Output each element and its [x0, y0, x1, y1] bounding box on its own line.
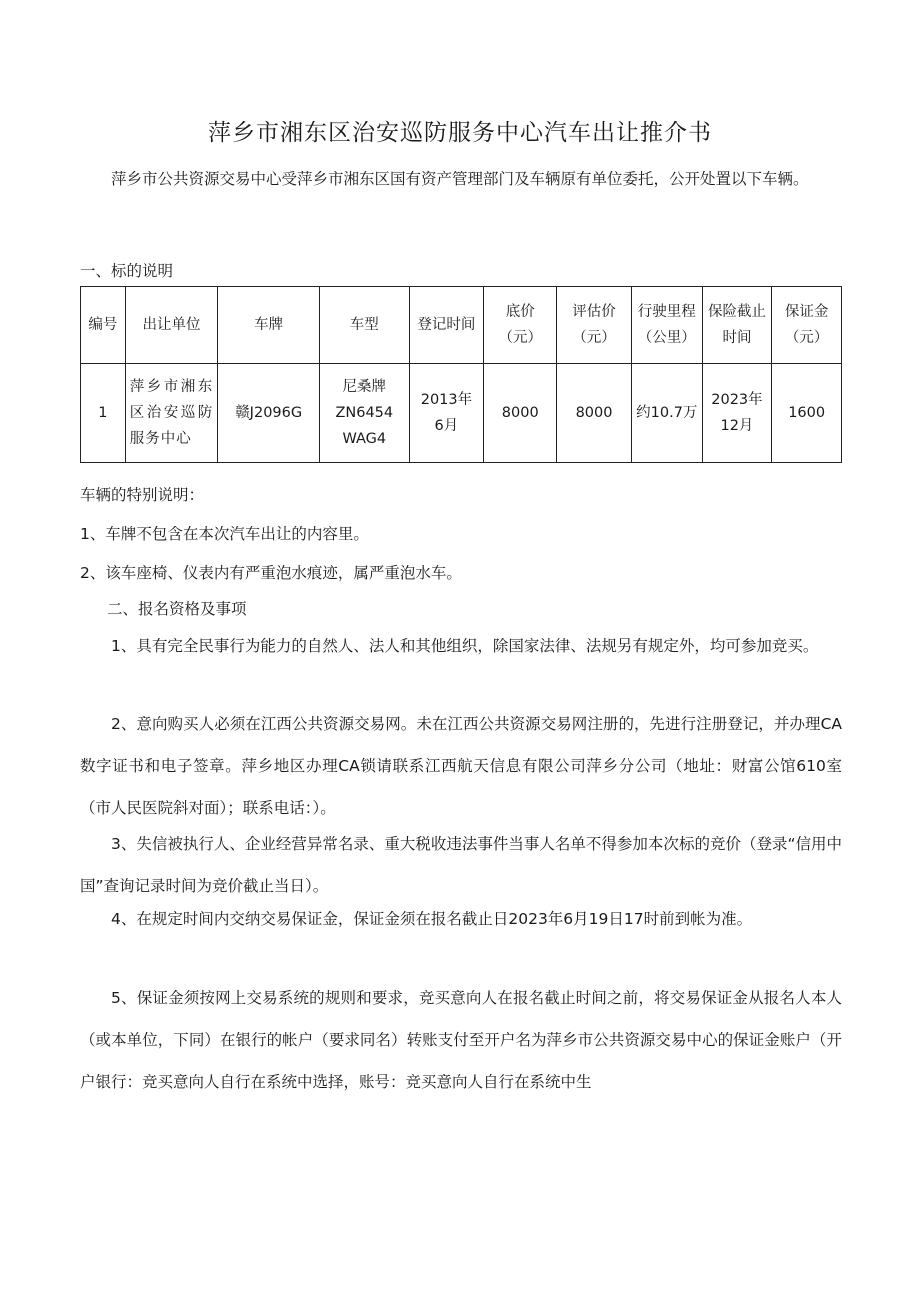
header-model: 车型	[320, 287, 409, 364]
cell-base-price: 8000	[484, 364, 557, 463]
header-base-price	[484, 287, 557, 364]
cell-model-line1: 尼桑牌	[342, 379, 387, 395]
header-deposit-line1: 保证金	[784, 304, 829, 320]
header-no: 编号	[81, 287, 126, 364]
header-unit: 出让单位	[125, 287, 218, 364]
header-eval-price	[557, 287, 632, 364]
header-deposit	[772, 287, 842, 364]
cell-model-line3: WAG4	[342, 431, 387, 447]
cell-mileage: 约10.7万	[631, 364, 702, 463]
section2-heading: 二、报名资格及事项	[107, 600, 247, 618]
section2-item-4: 4、在规定时间内交纳交易保证金，保证金须在报名截止日2023年6月19日17时前到帐为准。	[111, 910, 753, 928]
cell-model-line2: ZN6454	[335, 405, 394, 421]
cell-insurance-line2: 12月	[720, 418, 754, 434]
intro-paragraph: 萍乡市公共资源交易中心受萍乡市湘东区国有资产管理部门及车辆原有单位委托，公开处置以下车辆。	[111, 170, 809, 188]
header-plate: 车牌	[218, 287, 320, 364]
header-mileage	[631, 287, 702, 364]
cell-reg-time-line1: 2013年	[420, 392, 473, 408]
cell-plate: 赣J2096G	[218, 364, 320, 463]
header-base-price-line2: （元）	[498, 330, 542, 346]
header-insurance	[702, 287, 772, 364]
header-mileage-line1: 行驶里程	[637, 304, 696, 320]
section2-item-2: 2、意向购买人必须在江西公共资源交易网。未在江西公共资源交易网注册的，先进行注册登记，并办理CA数字证书和电子签章。萍乡地区办理CA锁请联系江西航天信息有限公司萍乡分公司（地址：财富公馆610室（市人民医院斜对面）；联系电话：）。	[80, 715, 842, 817]
section2-item-1: 1、具有完全民事行为能力的自然人、法人和其他组织，除国家法律、法规另有规定外，均可参加竞买。	[111, 637, 819, 655]
cell-deposit: 1600	[772, 364, 842, 463]
header-mileage-line2: （公里）	[637, 330, 696, 346]
header-insurance-line1: 保险截止	[707, 304, 766, 320]
cell-model	[320, 364, 409, 463]
table-row	[81, 364, 842, 463]
cell-reg-time-line2: 6月	[434, 418, 459, 434]
special-heading: 车辆的特别说明：	[80, 486, 205, 504]
header-eval-price-line1: 评估价	[572, 304, 616, 320]
section2-item-5: 5、保证金须按网上交易系统的规则和要求，竞买意向人在报名截止时间之前，将交易保证金从报名人本人（或本单位，下同）在银行的帐户（要求同名）转账支付至开户名为萍乡市公共资源交易中心的保证金账户（开户银行：竞买意向人自行在系统中选择，账号：竞买意向人自行在系统中生	[80, 989, 842, 1091]
header-deposit-line2: （元）	[784, 330, 829, 346]
section2-item-3: 3、失信被执行人、企业经营异常名录、重大税收违法事件当事人名单不得参加本次标的竞价（登录“信用中国”查询记录时间为竞价截止当日）。	[80, 835, 842, 895]
header-base-price-line1: 底价	[505, 304, 535, 320]
header-insurance-line2: 时间	[722, 330, 752, 346]
cell-insurance	[702, 364, 772, 463]
header-reg-time	[409, 287, 484, 364]
document-title: 萍乡市湘东区治安巡防服务中心汽车出让推介书	[208, 120, 712, 146]
cell-insurance-line1: 2023年	[711, 392, 763, 408]
special-item-2: 2、该车座椅、仪表内有严重泡水痕迹，属严重泡水车。	[80, 564, 462, 582]
header-reg-time-line: 登记时间	[417, 317, 476, 333]
cell-reg-time	[409, 364, 484, 463]
header-eval-price-line2: （元）	[572, 330, 616, 346]
section1-heading: 一、标的说明	[80, 262, 174, 280]
cell-eval-price: 8000	[557, 364, 632, 463]
special-item-1: 1、车牌不包含在本次汽车出让的内容里。	[80, 525, 369, 543]
cell-no: 1	[81, 364, 126, 463]
cell-unit: 萍乡市湘东区治安巡防服务中心	[125, 364, 218, 463]
item-table	[80, 286, 842, 463]
table-header-row	[81, 287, 842, 364]
